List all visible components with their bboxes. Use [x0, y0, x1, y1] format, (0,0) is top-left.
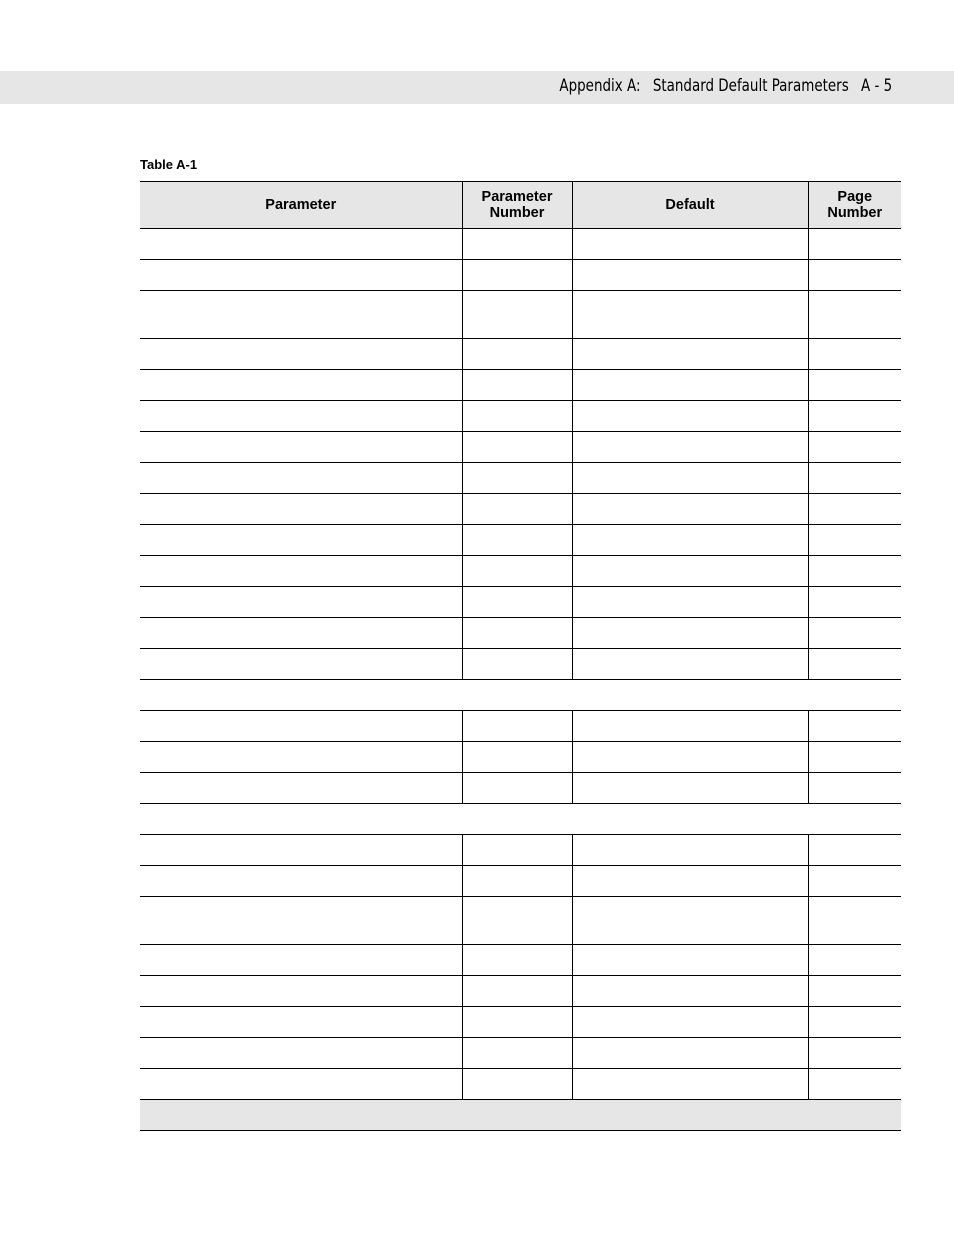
- table-row: [140, 1069, 901, 1100]
- column-header-parameter-number-label: Parameter Number: [481, 189, 553, 221]
- table-row: [140, 401, 901, 432]
- table-row: [140, 897, 901, 945]
- table-caption: Table A-1: [140, 157, 198, 172]
- table-row: [140, 866, 901, 897]
- column-header-page-number-label: Page Number: [827, 189, 883, 221]
- column-header-default: Default: [572, 182, 808, 229]
- table-row: [140, 1038, 901, 1069]
- table-row: [140, 229, 901, 260]
- table-header-row: [140, 182, 901, 229]
- table-row: [140, 587, 901, 618]
- column-header-page-number: [808, 182, 901, 229]
- table-row: [140, 260, 901, 291]
- table-row: [140, 945, 901, 976]
- table-row: [140, 976, 901, 1007]
- table-section-row: [140, 680, 901, 711]
- table-row: [140, 494, 901, 525]
- column-header-parameter: Parameter: [140, 182, 462, 229]
- running-header: [0, 71, 954, 104]
- table-row: [140, 525, 901, 556]
- header-page-number: A - 5: [860, 76, 892, 96]
- running-header-text: [559, 76, 892, 96]
- table-row: [140, 649, 901, 680]
- header-title: Standard Default Parameters: [652, 76, 849, 96]
- table-row: [140, 742, 901, 773]
- table-row: [140, 773, 901, 804]
- table-row: [140, 463, 901, 494]
- table-row: [140, 1007, 901, 1038]
- header-chapter: Appendix A:: [559, 76, 641, 96]
- table-row: [140, 432, 901, 463]
- table-row: [140, 835, 901, 866]
- column-header-parameter-number: [462, 182, 572, 229]
- table-section-row: [140, 804, 901, 835]
- table-row: [140, 370, 901, 401]
- table-row: [140, 556, 901, 587]
- parameters-table: [140, 181, 901, 1131]
- table-row: [140, 339, 901, 370]
- table-row: [140, 291, 901, 339]
- table-row: [140, 711, 901, 742]
- table-footer-row: [140, 1100, 901, 1131]
- table-row: [140, 618, 901, 649]
